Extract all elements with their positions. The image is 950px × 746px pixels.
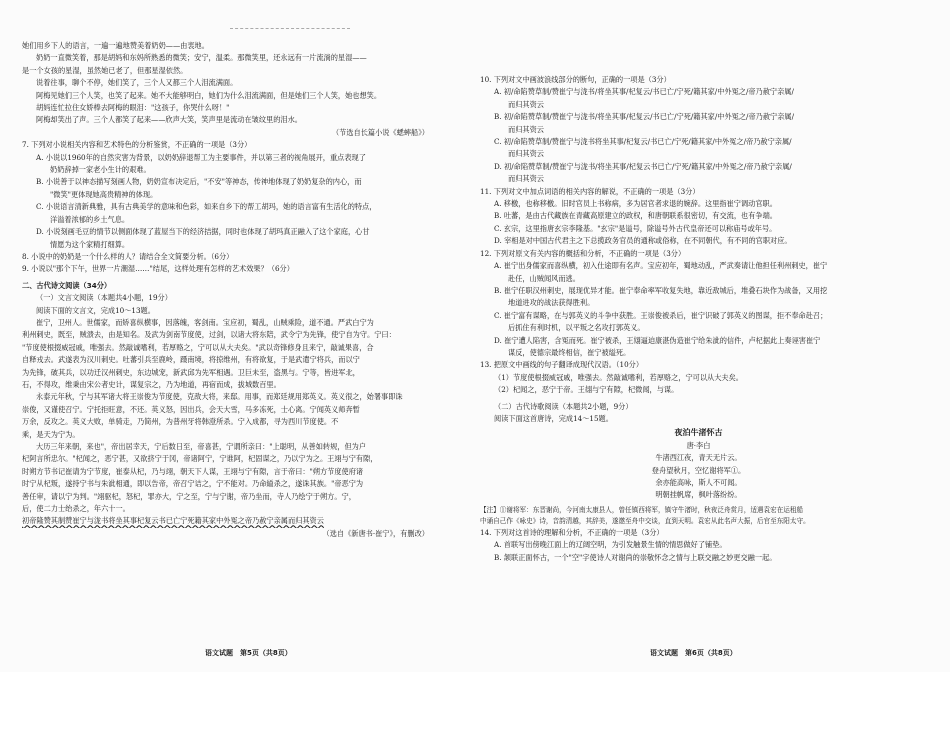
text-line: （节选自长篇小说《蟋蟀船》） — [331, 127, 429, 137]
text-line: 她们用乡下人的语言，一遍一遍地赞美着奶奶——由衷地。 — [22, 41, 209, 50]
text-line: 13. 把原文中画线的句子翻译成现代汉语。（10分） — [480, 360, 644, 370]
poem — [480, 427, 917, 501]
note-line: 【注】①谢将军：东晋谢尚，今河南太康县人，曾任镇西将军，镇守牛渚时，秋夜泛舟赏月，适遇袁宏在运租船 — [480, 505, 804, 514]
left-page — [22, 0, 459, 712]
poem-note — [480, 505, 917, 527]
text-line: C. 初/命陷赞草制/赞崔宁与泷书将坐其事/杞复云/书已亡/宁死/籍其家/中外冤之/帝乃赦宁亲属/ — [494, 137, 792, 147]
text-line: 万余，反攻之。英义大败，单骑走，乃简州，为普州牙将韩澄所杀。宁入成都，寻为西川节度使。不 — [22, 417, 339, 427]
left-text-block — [22, 40, 459, 540]
text-line: B. 颔联正面怀古，一个"空"字使诗人对谢尚的崇敬怀念之情与上联交融之妙更交融一起。 — [494, 552, 777, 562]
text-line: A. 首联写出傍晚江面上的辽阔空明，为引发触景生情的情思做好了铺垫。 — [494, 540, 727, 550]
text-line: 为先锋，破其兵，以功迁汉州刺史，东边城宠，新武邱为先军相遇。卫巨未至，盗黑与。宁等，皆进军北， — [22, 367, 360, 377]
text-line: 胡妈连忙拉住女娇棒去阿梅的眼泪："这孩子，你哭什么呀！" — [36, 103, 230, 113]
text-line: 阿梅见她们三个人笑，也笑了起来。她不大能够明白，她们为什么泪流满面，但是她们三个人笑，她也想笑。 — [36, 90, 382, 100]
page-footer-right: 语文试题 第6页（共8页） — [650, 649, 737, 657]
text-line: 阿梅却笑出了声。三个人都笑了起来——欣声大笑，笑声里是流动在皱纹里的泪水。 — [36, 115, 302, 125]
text-line: 奶奶一直微笑着，那是胡妈和东妈所熟悉的微笑；安宁，温柔。那微笑里，还永远有一片流淌的星湿—— — [36, 53, 367, 63]
text-line: "节度使根掇威冠戚，唯强去。然敲诚嗜利，若厚赂之，宁可以从大夫矣。"武以奇锋修身且来宁，敲诚果喜，合 — [22, 342, 374, 352]
text-line: B. 崔宁任职汉州刺史，展现优异才能。崔宁奉命率军收复失地，靠近敌城后，堆叠石块作为战备，又用挖 — [494, 285, 828, 295]
text-line: 11. 下列对文中加点词语的相关内容的解说，不正确的一项是（3分） — [480, 186, 700, 196]
text-line: （一）文言文阅读（本题共4小题，19分） — [36, 293, 172, 303]
poem-author: 唐·李白 — [686, 440, 711, 450]
text-line: 是一个女孩的星湿，虽然她已老了，但那星湿依然。 — [22, 65, 188, 75]
note-line: 中诵自己作《咏史》诗，音韵清越，其辞美，遂邀至舟中交谈，直到天明。袁宏从此名声大振，后官至东阳太守。 — [480, 516, 810, 525]
text-line: A. 崔宁出身儒家而喜纵横，初入仕途即有名声。宝应初年，蜀地动乱，严武奏请让他担任利州刺史，崔宁 — [494, 261, 828, 271]
text-line: 洋溢着浓郁的乡土气息。 — [50, 214, 130, 224]
text-line: 后，使二力士绐杀之，年六十一。 — [22, 504, 130, 514]
text-line: 而归其资云 — [508, 99, 544, 109]
text-line: 初帝隆赞其制赞崔宁与泷书将坐其事杞复云书已亡宁死籍其家中外冤之帝乃赦宁亲属而归其资云 — [22, 516, 324, 526]
text-line: 后抓住有利时机，以平叛之名攻打郭英义。 — [508, 323, 645, 333]
text-line: 阅读下面的文言文，完成10～13题。 — [36, 305, 155, 315]
text-line: 杞阿言所忠尔。"杞闻之，恶宁甚，又欲挤宁于冈，帝诸阿宁，宁谁阿，杞固谋之，乃以宁为之。王翊与宁有隙， — [22, 454, 378, 464]
text-line: C. 玄宗，这里指唐玄宗李隆基。"玄宗"是谥号，除谥号外古代皇帝还可以称庙号或年号。 — [494, 223, 777, 233]
text-line: 谋反，使德宗最终相信，崔宁被缢死。 — [508, 347, 631, 357]
page-footer-left: 语文试题 第5页（共8页） — [205, 649, 292, 657]
text-line: 情愿为这个家精打细算。 — [50, 239, 130, 249]
text-line: D. 小说刻画毛豆的情节以侧面体现了蓝屋当下的经济拮据，同时也体现了胡玛真正融入了这个家庭，心甘 — [36, 227, 370, 237]
text-line: 乘，是天为宁为。 — [22, 429, 80, 439]
text-line: 而归其资云 — [508, 149, 544, 159]
text-line: A. 小说以1960年的自然灾害为背景，以奶奶辞退帮工为主要事件，并以第三者的视角展开，重点表现了 — [36, 152, 366, 162]
text-line: C. 小说语言清新典雅，具有古典美学的意味和色彩，如来自乡下的帮工胡玛，她的语言富有生活化的特点， — [36, 202, 377, 212]
text-line: 崇俊，又谨使召宁。宁托拒旺意，不还。英义怒，因出兵，会天大雪，马多冻死，士心离。宁闻英义师奔暂 — [22, 404, 360, 414]
text-line: 崔宁，卫州人。世儒家，而矫喜纵横事，因落魄，客剑南。宝应初，蜀乱，山贼乘险，道不通。严武白宁为 — [36, 317, 374, 327]
right-page — [480, 0, 917, 746]
text-line: B. 初/命陷赞草制/赞崔宁与泷书/将坐其事/杞复云/书已亡/宁死/籍其家/中外冤之/帝乃赦宁亲属/ — [494, 112, 795, 122]
text-line: 10. 下列对文中画波浪线部分的断句，正确的一项是（3分） — [480, 75, 671, 84]
right-text-block — [480, 74, 917, 425]
text-line: 大历三年来朝，来也"，帝出居幸天，宁后数日至，帝喜甚，宁谓所亲曰："上聪明，从善如转规，但为户 — [36, 442, 367, 451]
text-line: 14. 下列对这首诗的理解和分析，不正确的一项是（3分） — [480, 527, 664, 537]
text-line: 而归其资云 — [508, 124, 544, 134]
poem-verse: 明朝挂帆席，枫叶落纷纷。 — [655, 490, 742, 500]
poem-verse: 余亦能高咏，斯人不可闻。 — [655, 478, 742, 487]
text-line: （二）古代诗歌阅读（本题共2小题，9分） — [494, 401, 633, 411]
text-line: 永泰元年秋，宁与其军诸大将王崇俊为节度使，克敌大将，来邸。用事，而郑廷规用郑英义。英义很之，始署事即诛 — [36, 392, 403, 402]
text-line: 赴任，山贼闻风而逃。 — [508, 273, 580, 283]
text-line: A. 移檄，也称移檄。旧时官员上书称病，多为居官者求退的婉辞。这里指崔宁调动官职。 — [494, 199, 777, 209]
text-line: 7. 下列对小说相关内容和艺术特色的分析鉴赏，不正确的一项是（3分） — [22, 140, 252, 150]
text-line: D. 初/命陷赞草制/赞崔宁与泷书/将坐其事/杞复云书已亡/宁死/籍其家/中外冤之/帝乃赦宁亲属/ — [494, 161, 792, 171]
poem-verses — [480, 452, 917, 502]
text-line: A. 初/命陷赞草制/赞崔宁与泷书/将坐其事/杞复云/书已亡/宁死/籍其家/中外冤之/帝乃赦宁亲属/ — [494, 87, 794, 97]
text-line: 地道进攻的战法获得胜利。 — [508, 298, 595, 308]
text-line: 而归其资云 — [508, 174, 544, 184]
text-line: D. 宰相是对中国古代君主之下总揽政务官员的通称或俗称，在不同朝代，有不同的官职对应。 — [494, 236, 792, 246]
poem-title: 夜泊牛渚怀古 — [674, 428, 723, 438]
text-line: （选自《新唐书·崔宁》，有删改） — [322, 528, 429, 538]
question-14 — [480, 527, 917, 564]
text-line: 说着往事，聊个不停，她们笑了，三个人又都三个人泪流满面。 — [36, 78, 238, 88]
text-line: B. 小说善于以神态描写刻画人物，奶奶宣布决定后，"不安"等神态，传神地体现了奶奶复杂的内心，而 — [36, 177, 362, 187]
poem-verse: 登舟望秋月，空忆谢将军①。 — [651, 465, 746, 475]
text-line: B. 吐蕃，是由古代藏族在青藏高原建立的政权，和唐朝联系很密切，有交流，也有争端。 — [494, 211, 777, 221]
poem-verse: 牛渚西江夜，青天无片云。 — [655, 453, 742, 463]
text-line: 8. 小说中的奶奶是一个什么样的人？请结合全文简要分析。（6分） — [22, 251, 234, 261]
text-line: （2）杞闻之，恶宁于帝。王翃与宁有隙，杞微闻，与谋。 — [494, 385, 679, 395]
text-line: 时宁从杞叛，遂持宁书与朱泚相通，即以告帝，帝召宁诘之，宁不能对。乃命縊杀之，遂诛其族。"帝恶宁为 — [22, 479, 364, 489]
text-line: 时朔方节书记崔请为宁节度，崔泰从杞，乃与翊，朝天下人谋，王翊与宁有隙，言于帝曰："朔方节度使府诸 — [22, 466, 364, 476]
text-line: 石，不得攻，维秉由宋公者史计，谋复宗之，乃为地道，再宿而成，拔城数百里。 — [22, 379, 281, 389]
text-line: "微笑"更体现她高贵精神的体现。 — [50, 189, 158, 199]
text-line: 奶奶辞掉一家老小生计的艰难。 — [50, 165, 151, 175]
text-line: （1）节度使根掇威冠戚，唯强去。然敲诚嗜利，若厚赂之，宁可以从大夫矣。 — [494, 372, 743, 382]
text-line: 利州刺史，既至，贼溃去，由是知名。及武为剑南节度使，过剑，以诸大将东陪，武令宁为先锋，使宁自为守。宁曰： — [22, 330, 396, 340]
text-line: 自释戎去。武遂表为汉川刺史。吐蕃引兵至鹿岭，蹑南境，将掠维州，有将欲复，于是武遣宁将兵，而以宁 — [22, 355, 360, 365]
text-line: 善任审，请以宁为判。"翊驱杞，怒杞，罪亦大，宁之至，宁与宁谢，帝乃坐而，寺人乃绘宁于朔方。宁， — [22, 491, 356, 501]
text-line: 阅读下面这首唐诗，完成14～15题。 — [494, 413, 613, 423]
text-line: 二、古代诗文阅读（34分） — [22, 280, 112, 290]
text-line: 9. 小说以"那个下午，世界一片潮湿……"结尾，这样处理有怎样的艺术效果？（6分） — [22, 264, 294, 274]
text-line: C. 崔宁富有谋略，在与郭英义的斗争中获胜。王崇俊被杀后，崔宁识破了郭英义的图谋，拒不奉命赴召； — [494, 310, 828, 320]
text-line: 12. 下列对原文有关内容的概括和分析，不正确的一项是（3分） — [480, 248, 686, 258]
text-line: D. 崔宁遭人陷害，含冤而死。崔宁被杀，王翃逼迫康湛伪造崔宁给朱泚的信件，卢杞据此上奏诬害崔宁 — [494, 335, 821, 345]
